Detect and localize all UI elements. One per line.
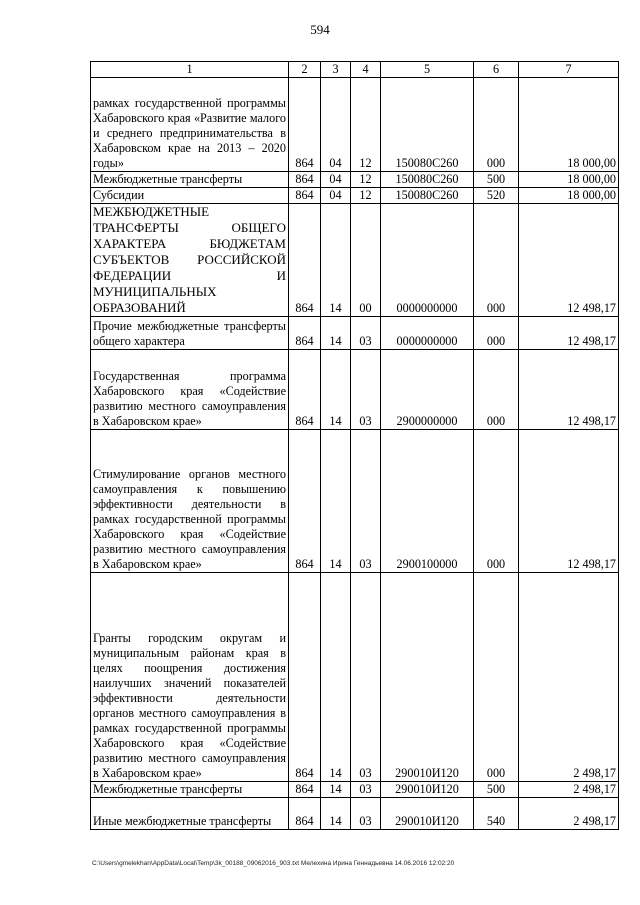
table-row <box>91 317 619 350</box>
table-row <box>91 78 619 172</box>
row-amount: 12 498,17 <box>519 430 619 573</box>
header-col-5: 5 <box>381 62 474 78</box>
row-amount: 18 000,00 <box>519 172 619 188</box>
row-name: Стимулирование органов местного самоуправления к повышению эффективности деятельности в рамках государственной программы Хабаровского края «Содействие развитию местного самоуправления в Хабаровском крае» <box>91 430 289 573</box>
row-name: МЕЖБЮДЖЕТНЫЕ ТРАНСФЕРТЫ ОБЩЕГО ХАРАКТЕРА БЮДЖЕТАМ СУБЪЕКТОВ РОССИЙСКОЙ ФЕДЕРАЦИИ И МУНИЦИПАЛЬНЫХ ОБРАЗОВАНИЙ <box>91 204 289 317</box>
header-col-1: 1 <box>91 62 289 78</box>
row-target-article: 150080С260 <box>381 188 474 204</box>
row-name: Межбюджетные трансферты <box>91 782 289 798</box>
row-expense-type: 500 <box>474 782 519 798</box>
table-row <box>91 573 619 782</box>
table-row <box>91 204 619 317</box>
row-section: 14 <box>321 573 351 782</box>
row-amount: 2 498,17 <box>519 573 619 782</box>
row-amount: 12 498,17 <box>519 204 619 317</box>
table-row <box>91 782 619 798</box>
budget-table <box>90 61 619 830</box>
row-ministry-code: 864 <box>289 782 321 798</box>
row-expense-type: 000 <box>474 317 519 350</box>
row-ministry-code: 864 <box>289 350 321 430</box>
row-expense-type: 520 <box>474 188 519 204</box>
row-ministry-code: 864 <box>289 78 321 172</box>
row-subsection: 12 <box>351 78 381 172</box>
row-name: Прочие межбюджетные трансферты общего характера <box>91 317 289 350</box>
row-ministry-code: 864 <box>289 798 321 830</box>
row-target-article: 290010И120 <box>381 782 474 798</box>
row-subsection: 03 <box>351 317 381 350</box>
row-section: 14 <box>321 317 351 350</box>
row-section: 14 <box>321 798 351 830</box>
table-row <box>91 188 619 204</box>
row-section: 14 <box>321 782 351 798</box>
table-row <box>91 430 619 573</box>
row-ministry-code: 864 <box>289 430 321 573</box>
row-target-article: 150080С260 <box>381 78 474 172</box>
header-row <box>91 62 619 78</box>
row-section: 04 <box>321 78 351 172</box>
row-expense-type: 000 <box>474 78 519 172</box>
row-subsection: 12 <box>351 172 381 188</box>
row-expense-type: 540 <box>474 798 519 830</box>
row-name: Межбюджетные трансферты <box>91 172 289 188</box>
row-subsection: 12 <box>351 188 381 204</box>
header-col-3: 3 <box>321 62 351 78</box>
row-name: Субсидии <box>91 188 289 204</box>
row-expense-type: 500 <box>474 172 519 188</box>
row-subsection: 03 <box>351 782 381 798</box>
header-col-2: 2 <box>289 62 321 78</box>
row-target-article: 0000000000 <box>381 317 474 350</box>
row-ministry-code: 864 <box>289 573 321 782</box>
row-target-article: 290010И120 <box>381 798 474 830</box>
row-subsection: 03 <box>351 430 381 573</box>
row-name: Гранты городским округам и муниципальным районам края в целях поощрения достижения наилучших значений показателей эффективности деятельности органов местного самоуправления в рамках государственной программы Хабаровского края «Содействие развитию местного самоуправления в Хабаровском крае» <box>91 573 289 782</box>
header-col-4: 4 <box>351 62 381 78</box>
row-section: 04 <box>321 188 351 204</box>
row-target-article: 2900000000 <box>381 350 474 430</box>
row-amount: 2 498,17 <box>519 798 619 830</box>
row-name: рамках государственной программы Хабаровского края «Развитие малого и среднего предпринимательства в Хабаровском крае на 2013 – 2020 годы» <box>91 78 289 172</box>
row-expense-type: 000 <box>474 350 519 430</box>
page-number: 594 <box>310 22 330 37</box>
row-amount: 12 498,17 <box>519 317 619 350</box>
row-ministry-code: 864 <box>289 172 321 188</box>
row-section: 14 <box>321 204 351 317</box>
header-col-7: 7 <box>519 62 619 78</box>
row-expense-type: 000 <box>474 573 519 782</box>
row-name: Иные межбюджетные трансферты <box>91 798 289 830</box>
row-section: 14 <box>321 350 351 430</box>
row-amount: 2 498,17 <box>519 782 619 798</box>
row-amount: 12 498,17 <box>519 350 619 430</box>
table-row <box>91 172 619 188</box>
row-target-article: 150080С260 <box>381 172 474 188</box>
row-subsection: 03 <box>351 350 381 430</box>
header-col-6: 6 <box>474 62 519 78</box>
row-ministry-code: 864 <box>289 188 321 204</box>
row-section: 14 <box>321 430 351 573</box>
row-expense-type: 000 <box>474 204 519 317</box>
row-amount: 18 000,00 <box>519 188 619 204</box>
row-name: Государственная программа Хабаровского края «Содействие развитию местного самоуправления в Хабаровском крае» <box>91 350 289 430</box>
row-subsection: 00 <box>351 204 381 317</box>
row-subsection: 03 <box>351 798 381 830</box>
row-ministry-code: 864 <box>289 317 321 350</box>
row-target-article: 0000000000 <box>381 204 474 317</box>
table-row <box>91 350 619 430</box>
footer-file-path: C:\Users\gmelekhan\AppData\Local\Temp\3k_00188_09062016_903.txt Мелехина Ирина Геннадьевна 14.06.2016 12:02:20 <box>92 860 455 867</box>
row-expense-type: 000 <box>474 430 519 573</box>
row-subsection: 03 <box>351 573 381 782</box>
row-section: 04 <box>321 172 351 188</box>
row-target-article: 2900100000 <box>381 430 474 573</box>
row-amount: 18 000,00 <box>519 78 619 172</box>
table-row <box>91 798 619 830</box>
row-target-article: 290010И120 <box>381 573 474 782</box>
row-ministry-code: 864 <box>289 204 321 317</box>
